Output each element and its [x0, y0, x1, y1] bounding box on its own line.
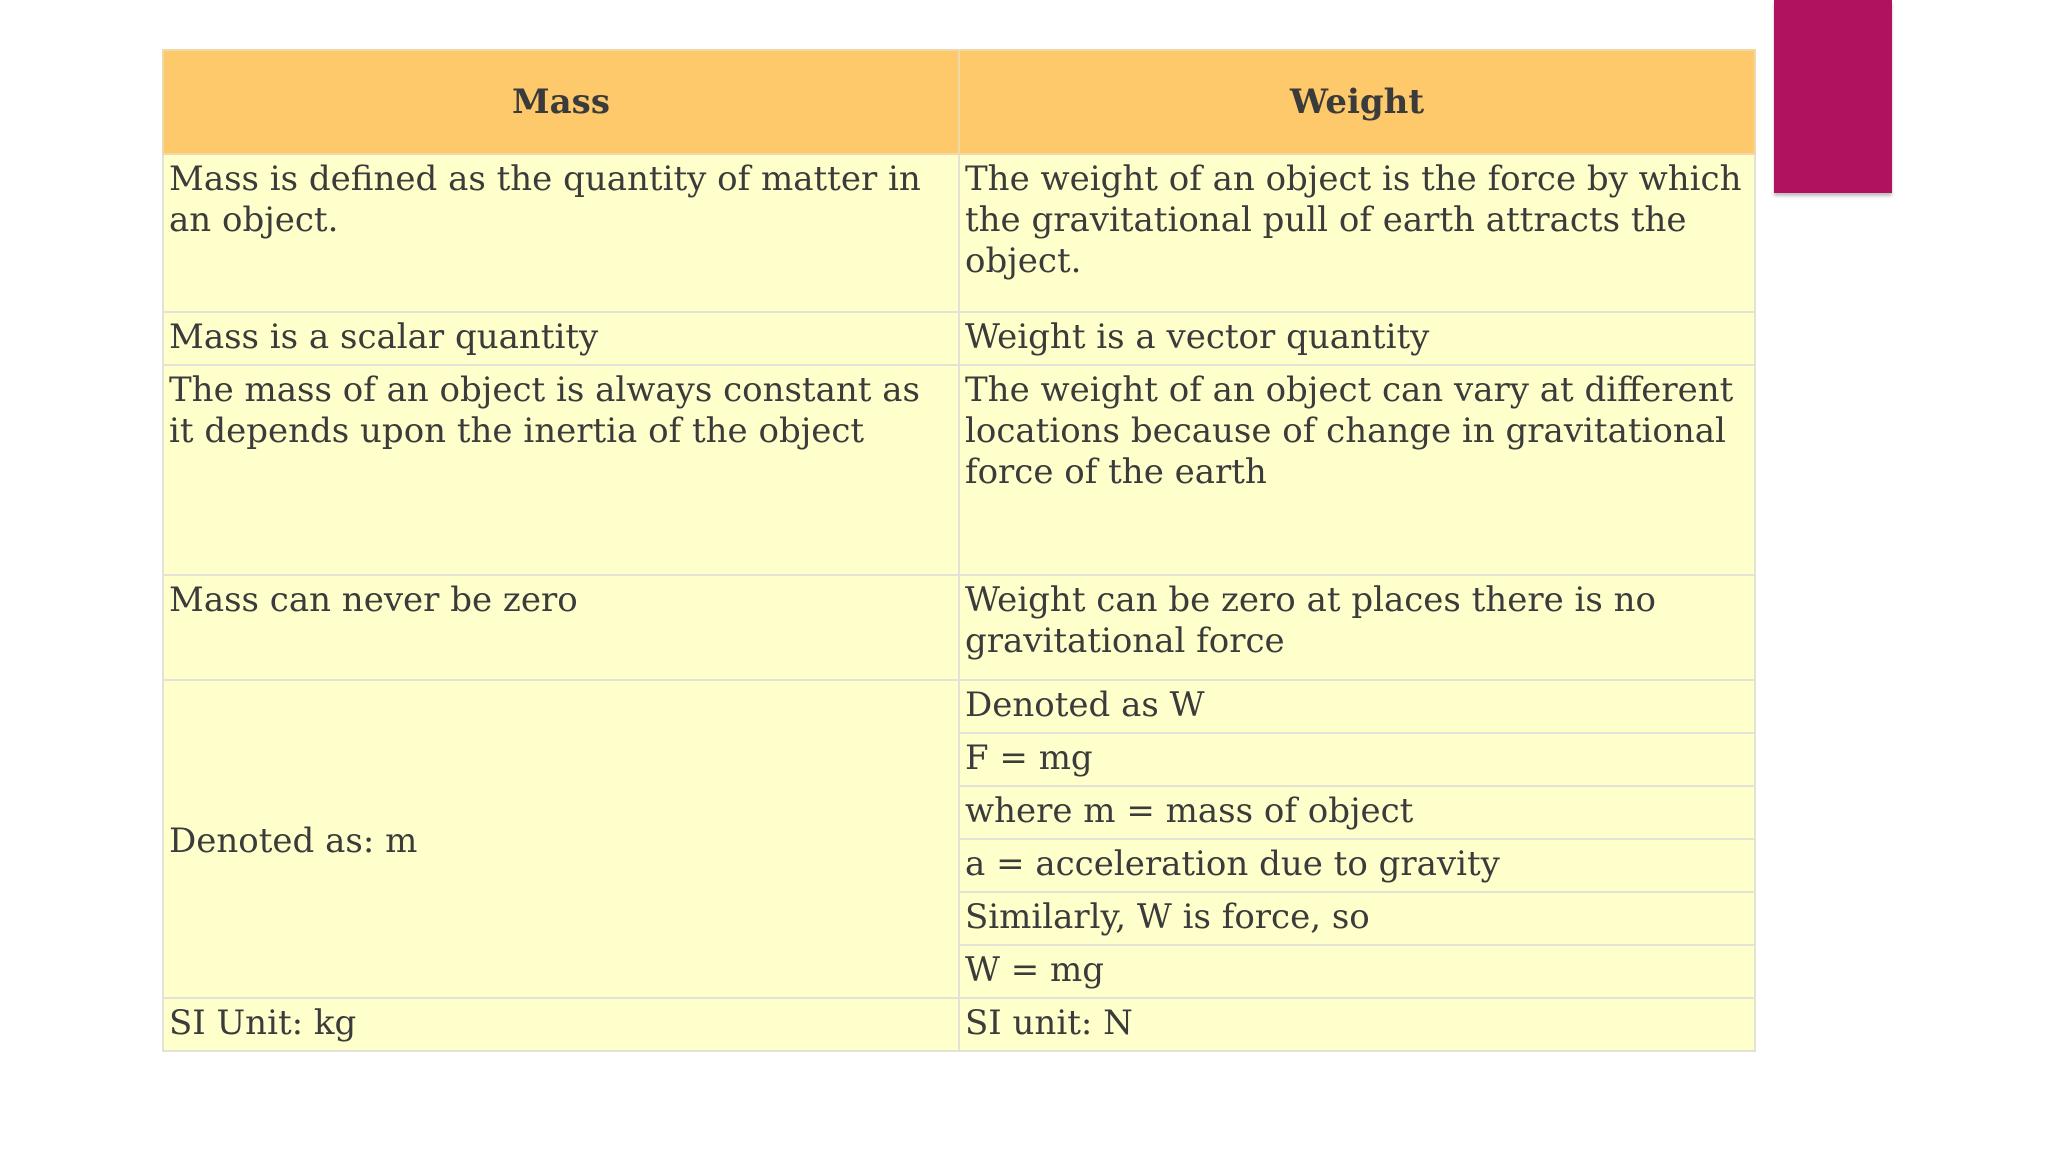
table-row [163, 998, 1755, 1051]
table-row [163, 154, 1755, 312]
header-row [163, 50, 1755, 154]
cell-mass-constancy: The mass of an object is always constant as it depends upon the inertia of the object [163, 365, 959, 575]
cell-mass-zero: Mass can never be zero [163, 575, 959, 680]
header-weight: Weight [959, 50, 1755, 154]
cell-weight-denoted-line: Denoted as W [959, 680, 1755, 733]
cell-mass-si-unit: SI Unit: kg [163, 998, 959, 1051]
cell-weight-denoted-line: where m = mass of object [959, 786, 1755, 839]
cell-weight-denoted-line: W = mg [959, 945, 1755, 998]
cell-weight-denoted-line: Similarly, W is force, so [959, 892, 1755, 945]
cell-weight-variation: The weight of an object can vary at different locations because of change in gravitational force of the earth [959, 365, 1755, 575]
cell-mass-denoted: Denoted as: m [163, 680, 959, 998]
cell-mass-quantity-type: Mass is a scalar quantity [163, 312, 959, 365]
accent-bar [1774, 0, 1892, 193]
cell-weight-denoted-line: F = mg [959, 733, 1755, 786]
cell-mass-definition: Mass is defined as the quantity of matter in an object. [163, 154, 959, 312]
table-row [163, 575, 1755, 680]
cell-weight-definition: The weight of an object is the force by which the gravitational pull of earth attracts the object. [959, 154, 1755, 312]
table-row [163, 312, 1755, 365]
header-mass: Mass [163, 50, 959, 154]
table-row [163, 680, 1755, 733]
table-row [163, 365, 1755, 575]
cell-weight-denoted-line: a = acceleration due to gravity [959, 839, 1755, 892]
cell-weight-si-unit: SI unit: N [959, 998, 1755, 1051]
cell-weight-zero: Weight can be zero at places there is no gravitational force [959, 575, 1755, 680]
cell-weight-quantity-type: Weight is a vector quantity [959, 312, 1755, 365]
comparison-table [162, 49, 1756, 1052]
